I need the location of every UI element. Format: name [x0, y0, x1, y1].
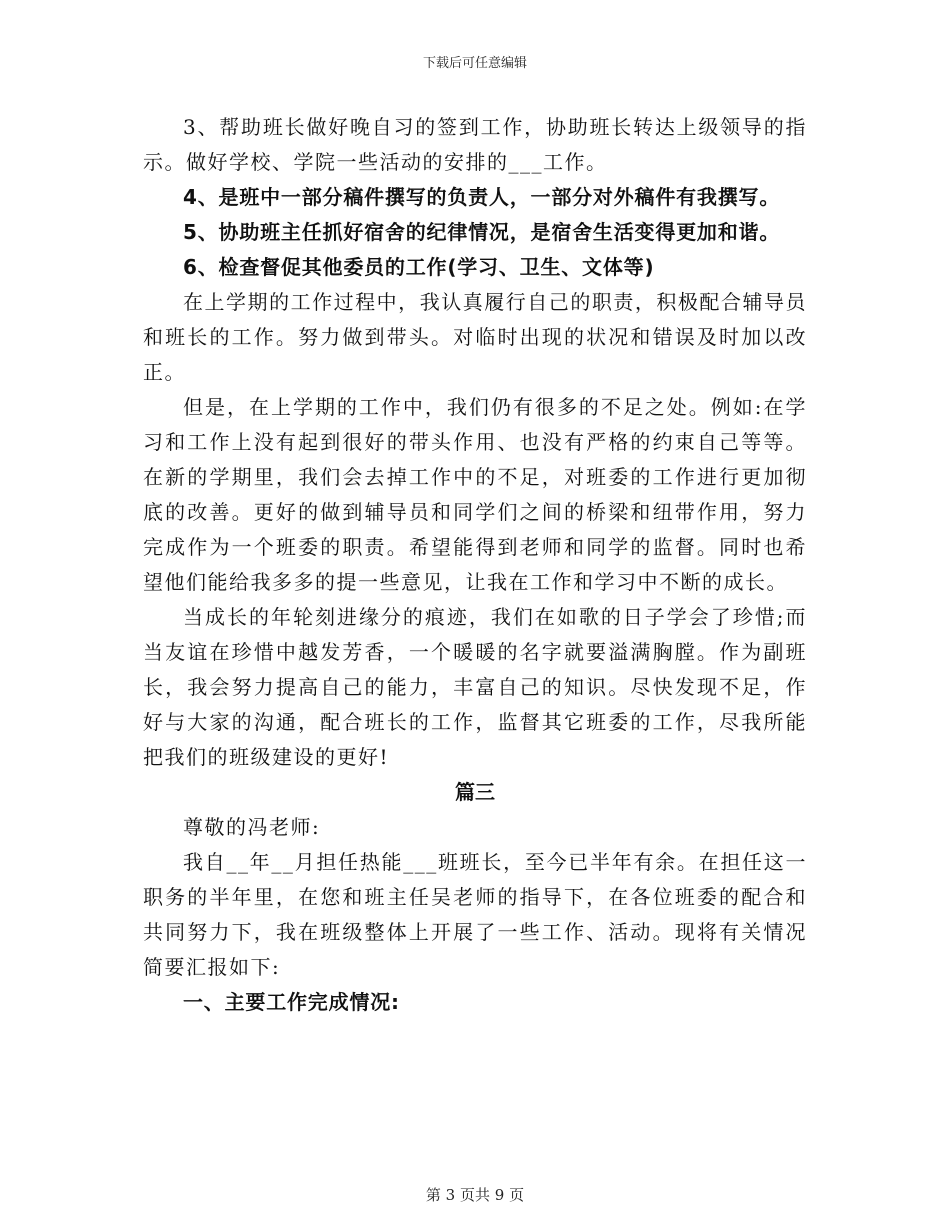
- page-header: 下载后可任意编辑: [422, 56, 527, 71]
- heading-main-work: 一、主要工作完成情况:: [183, 990, 400, 1014]
- paragraph-item-5: 5、协助班主任抓好宿舍的纪律情况，是宿舍生活变得更加和谐。: [183, 220, 781, 244]
- paragraph-item-3: 3、帮助班长做好晚自习的签到工作，协助班长转达上级领导的指示。做好学校、学院一些活动的安排的___工作。: [143, 115, 807, 174]
- document-body: [143, 110, 807, 1020]
- paragraph-item-4: 4、是班中一部分稿件撰写的负责人，一部分对外稿件有我撰写。: [183, 185, 781, 209]
- page-footer: 第 3 页共 9 页: [425, 1186, 525, 1204]
- paragraph-intro: 我自__年__月担任热能___班班长，至今已半年有余。在担任这一职务的半年里，在您和班主任吴老师的指导下，在各位班委的配合和共同努力下，我在班级整体上开展了一些工作、活动。现将有关情况简要汇报如下:: [143, 850, 807, 979]
- salutation: 尊敬的冯老师:: [183, 815, 321, 839]
- paragraph-review: 在上学期的工作过程中，我认真履行自己的职责，积极配合辅导员和班长的工作。努力做到带头。对临时出现的状况和错误及时加以改正。: [143, 290, 807, 384]
- paragraph-item-6: 6、检查督促其他委员的工作(学习、卫生、文体等): [183, 255, 655, 279]
- paragraph-closing: 当成长的年轮刻进缘分的痕迹，我们在如歌的日子学会了珍惜;而当友谊在珍惜中越发芳香，一个暖暖的名字就要溢满胸膛。作为副班长，我会努力提高自己的能力，丰富自己的知识。尽快发现不足，作好与大家的沟通，配合班长的工作，监督其它班委的工作，尽我所能把我们的班级建设的更好!: [143, 605, 807, 769]
- paragraph-shortcomings: 但是，在上学期的工作中，我们仍有很多的不足之处。例如:在学习和工作上没有起到很好的带头作用、也没有严格的约束自己等等。在新的学期里，我们会去掉工作中的不足，对班委的工作进行更加彻底的改善。更好的做到辅导员和同学们之间的桥梁和纽带作用，努力完成作为一个班委的职责。希望能得到老师和同学的监督。同时也希望他们能给我多多的提一些意见，让我在工作和学习中不断的成长。: [143, 395, 807, 594]
- section-title: 篇三: [455, 780, 495, 804]
